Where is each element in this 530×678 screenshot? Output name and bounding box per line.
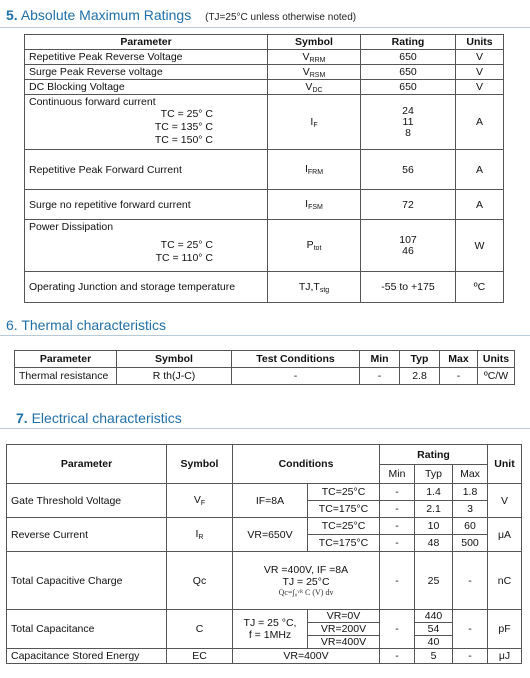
- section-5-title: [6, 7, 356, 23]
- unit-cell: V: [456, 80, 504, 95]
- condition: TC = 25° C: [160, 239, 213, 251]
- rating-cell: 650: [361, 50, 456, 65]
- param-cell: DC Blocking Voltage: [25, 80, 268, 95]
- header-parameter: Parameter: [15, 351, 117, 368]
- header-unit: Unit: [488, 445, 522, 484]
- symbol-cell: $V_F$: [167, 484, 233, 518]
- unit-cell: A: [456, 150, 504, 190]
- header-parameter: Parameter: [25, 35, 268, 50]
- table-header-row: [25, 35, 504, 50]
- max-cell: -: [440, 368, 478, 385]
- min-cell: -: [380, 484, 415, 501]
- temp-cell: TC=25°C: [308, 518, 380, 535]
- typ-cell: 25: [415, 552, 453, 610]
- section-divider: [0, 335, 530, 336]
- header-conditions: Conditions: [233, 445, 380, 484]
- table-row: [7, 610, 522, 623]
- section-divider: [0, 27, 530, 28]
- table-header-row: [15, 351, 515, 368]
- max-cell: 3: [453, 501, 488, 518]
- unit-cell: V: [456, 50, 504, 65]
- rating-cell: 650: [361, 65, 456, 80]
- table-row: [7, 518, 522, 535]
- section-6-title: [6, 317, 166, 333]
- typ-cell: 5: [415, 649, 453, 664]
- typ-cell: 10: [415, 518, 453, 535]
- max-cell: 500: [453, 535, 488, 552]
- header-rating: Rating: [380, 445, 488, 465]
- param-cell: Thermal resistance: [15, 368, 117, 385]
- unit-cell: μJ: [488, 649, 522, 664]
- condition: TC = 135° C: [154, 121, 213, 133]
- section-7-title: [16, 410, 182, 426]
- unit-cell: A: [456, 190, 504, 220]
- unit-cell: W: [456, 220, 504, 272]
- unit-cell: pF: [488, 610, 522, 649]
- header-test-conditions: Test Conditions: [232, 351, 360, 368]
- header-typ: Typ: [415, 465, 453, 484]
- table-row: [25, 95, 504, 150]
- min-cell: -: [360, 368, 400, 385]
- unit-cell: V: [488, 484, 522, 518]
- section-heading: Thermal characteristics: [21, 317, 167, 333]
- param-cell: Total Capacitive Charge: [7, 552, 167, 610]
- param-cell: Operating Junction and storage temperature: [25, 272, 268, 303]
- min-cell: -: [380, 518, 415, 535]
- header-units: Units: [456, 35, 504, 50]
- symbol-cell: $I_F$: [268, 95, 361, 150]
- section-divider: [0, 428, 530, 429]
- rating-cell: 650: [361, 80, 456, 95]
- symbol-cell: Qc: [167, 552, 233, 610]
- table-row: [25, 65, 504, 80]
- symbol-cell: $I_{FSM}$: [268, 190, 361, 220]
- table-row: [25, 150, 504, 190]
- condition: TC = 25° C: [160, 108, 213, 120]
- header-symbol: Symbol: [117, 351, 232, 368]
- header-min: Min: [380, 465, 415, 484]
- cond-cell: [233, 552, 380, 610]
- symbol-cell: C: [167, 610, 233, 649]
- table-row: [25, 80, 504, 95]
- voltage-cell: VR=400V: [308, 636, 380, 649]
- min-cell: -: [380, 649, 415, 664]
- condition: TJ = 25 °C,: [243, 617, 297, 629]
- charge-formula: Qc=∫₀ᵛᴿ C (V) dv: [278, 588, 334, 597]
- condition: f = 1MHz: [248, 629, 292, 641]
- min-cell: -: [380, 501, 415, 518]
- param-cell: Capacitance Stored Energy: [7, 649, 167, 664]
- symbol-cell: $I_{FRM}$: [268, 150, 361, 190]
- symbol-cell: $P_{tot}$: [268, 220, 361, 272]
- param-cell: Surge no repetitive forward current: [25, 190, 268, 220]
- header-rating: Rating: [361, 35, 456, 50]
- condition: TC = 150° C: [154, 134, 213, 146]
- section-number: 5.: [6, 7, 18, 23]
- unit-cell: ºC: [456, 272, 504, 303]
- temp-cell: TC=25°C: [308, 484, 380, 501]
- section-number: 6.: [6, 317, 18, 333]
- section-number: 7.: [16, 410, 28, 426]
- symbol-cell: $I_R$: [167, 518, 233, 552]
- table-row: [7, 649, 522, 664]
- rating-cell: 24 11 8: [361, 95, 456, 150]
- param-label: Continuous forward current: [29, 96, 156, 108]
- header-typ: Typ: [400, 351, 440, 368]
- max-cell: 60: [453, 518, 488, 535]
- min-cell: -: [380, 552, 415, 610]
- symbol-cell: $TJ,T_{stg}$: [268, 272, 361, 303]
- cond-cell: -: [232, 368, 360, 385]
- temp-cell: TC=175°C: [308, 535, 380, 552]
- thermal-table: [14, 350, 515, 385]
- rating-cell: 56: [361, 150, 456, 190]
- param-cell: Repetitive Peak Forward Current: [25, 150, 268, 190]
- header-symbol: Symbol: [268, 35, 361, 50]
- table-row: [7, 484, 522, 501]
- section-heading: Absolute Maximum Ratings: [20, 7, 192, 23]
- section-heading: Electrical characteristics: [31, 410, 182, 426]
- symbol-cell: EC: [167, 649, 233, 664]
- typ-cell: 40: [415, 636, 453, 649]
- condition: TJ = 25°C: [282, 576, 330, 588]
- symbol-cell: R th(J-C): [117, 368, 232, 385]
- header-min: Min: [360, 351, 400, 368]
- typ-cell: 2.1: [415, 501, 453, 518]
- param-cell: Reverse Current: [7, 518, 167, 552]
- table-header-row: [7, 445, 522, 465]
- voltage-cell: VR=200V: [308, 623, 380, 636]
- param-cell: Total Capacitance: [7, 610, 167, 649]
- header-parameter: Parameter: [7, 445, 167, 484]
- cond-cell: VR=400V: [233, 649, 380, 664]
- condition: TC = 110° C: [155, 252, 213, 264]
- table-row: [25, 220, 504, 272]
- param-label: Power Dissipation: [29, 221, 114, 233]
- param-cell: [25, 220, 268, 272]
- max-cell: -: [453, 610, 488, 649]
- absolute-max-ratings-table: [24, 34, 504, 303]
- voltage-cell: VR=0V: [308, 610, 380, 623]
- symbol-cell: $V_{DC}$: [268, 80, 361, 95]
- section-note: (TJ=25°C unless otherwise noted): [205, 12, 357, 23]
- table-row: [15, 368, 515, 385]
- electrical-table: [6, 444, 522, 664]
- cond-cell: [233, 610, 308, 649]
- header-max: Max: [440, 351, 478, 368]
- unit-cell: A: [456, 95, 504, 150]
- table-row: [7, 552, 522, 610]
- max-cell: -: [453, 649, 488, 664]
- typ-cell: 2.8: [400, 368, 440, 385]
- max-cell: 1.8: [453, 484, 488, 501]
- header-units: Units: [478, 351, 515, 368]
- param-cell: [25, 95, 268, 150]
- condition: VR =400V, IF =8A: [263, 564, 349, 576]
- symbol-cell: $V_{RRM}$: [268, 50, 361, 65]
- param-cell: Surge Peak Reverse voltage: [25, 65, 268, 80]
- min-cell: -: [380, 610, 415, 649]
- typ-cell: 54: [415, 623, 453, 636]
- param-cell: Gate Threshold Voltage: [7, 484, 167, 518]
- table-row: [25, 50, 504, 65]
- min-cell: -: [380, 535, 415, 552]
- unit-cell: μA: [488, 518, 522, 552]
- table-row: [25, 272, 504, 303]
- rating-cell: -55 to +175: [361, 272, 456, 303]
- table-row: [25, 190, 504, 220]
- typ-cell: 48: [415, 535, 453, 552]
- typ-cell: 440: [415, 610, 453, 623]
- rating-cell: 72: [361, 190, 456, 220]
- symbol-cell: $V_{RSM}$: [268, 65, 361, 80]
- header-max: Max: [453, 465, 488, 484]
- param-cell: Repetitive Peak Reverse Voltage: [25, 50, 268, 65]
- typ-cell: 1.4: [415, 484, 453, 501]
- max-cell: -: [453, 552, 488, 610]
- unit-cell: V: [456, 65, 504, 80]
- unit-cell: ºC/W: [478, 368, 515, 385]
- rating-cell: 107 46: [361, 220, 456, 272]
- unit-cell: nC: [488, 552, 522, 610]
- header-symbol: Symbol: [167, 445, 233, 484]
- temp-cell: TC=175°C: [308, 501, 380, 518]
- cond-cell: IF=8A: [233, 484, 308, 518]
- cond-cell: VR=650V: [233, 518, 308, 552]
